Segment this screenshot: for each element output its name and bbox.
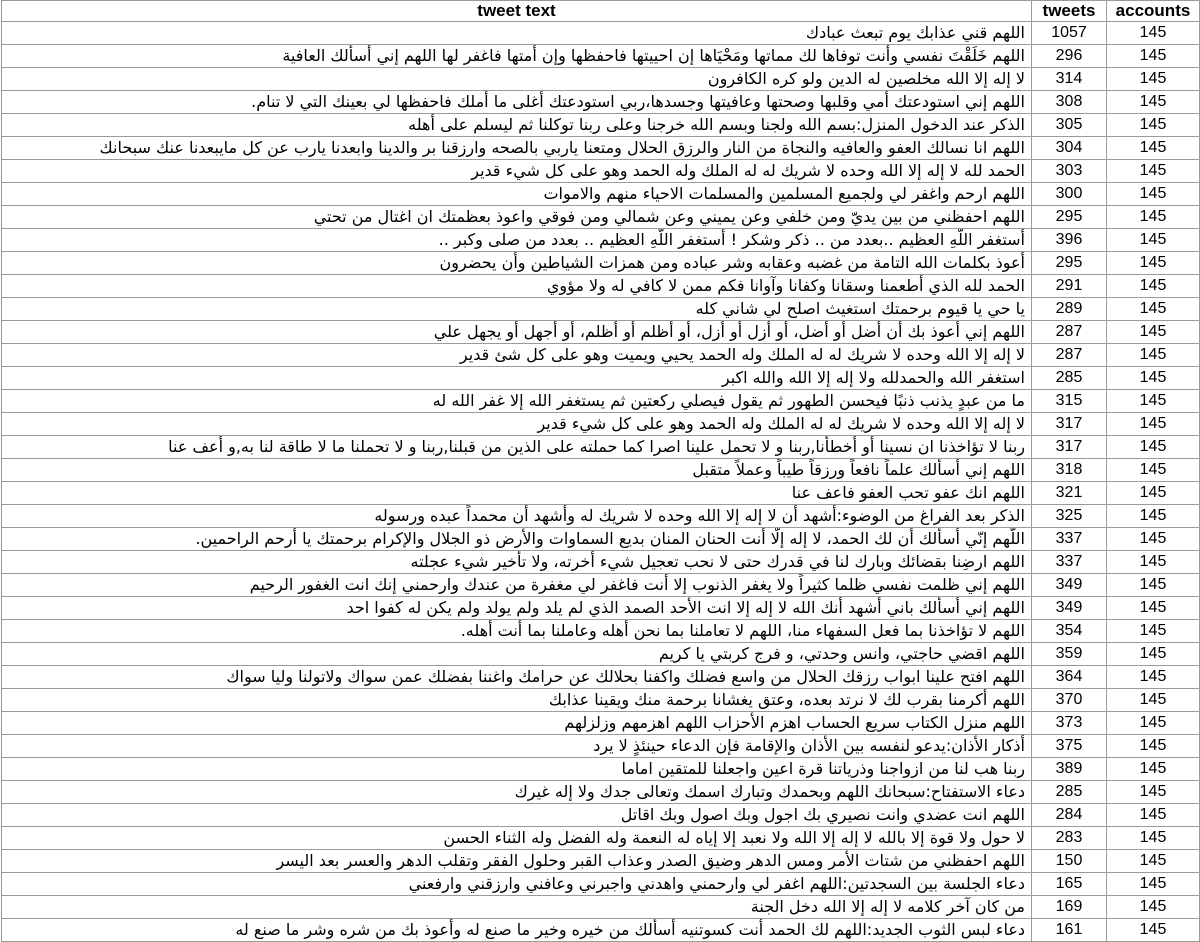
tweets-count-cell: 284 [1032, 804, 1107, 827]
tweet-text-cell: اللهم احفظني من شتات الأمر ومس الدهر وضيق الصدر وعذاب القبر وحلول الفقر وتقلب الدهر والعسر بعد اليسر [2, 850, 1032, 873]
table-row [2, 252, 1200, 275]
accounts-count-cell: 145 [1107, 436, 1200, 459]
accounts-count-cell: 145 [1107, 528, 1200, 551]
tweets-count-cell: 370 [1032, 689, 1107, 712]
table-row [2, 298, 1200, 321]
table-row [2, 804, 1200, 827]
tweet-text-cell: استغفر الله والحمدلله ولا إله إلا الله والله اكبر [2, 367, 1032, 390]
accounts-count-cell: 145 [1107, 275, 1200, 298]
tweet-text-cell: اللهم انك عفو تحب العفو فاعف عنا [2, 482, 1032, 505]
tweets-count-cell: 287 [1032, 344, 1107, 367]
table-row [2, 574, 1200, 597]
tweet-text-cell: أستغفر اللّهِ العظيم ..بعدد من .. ذكر وشكر ! أستغفر اللّهِ العظيم .. بعدد من صلى وكبر .. [2, 229, 1032, 252]
accounts-count-cell: 145 [1107, 505, 1200, 528]
tweet-text-cell: يا حي يا قيوم برحمتك استغيث اصلح لي شاني كله [2, 298, 1032, 321]
accounts-count-cell: 145 [1107, 597, 1200, 620]
table-row [2, 666, 1200, 689]
accounts-count-cell: 145 [1107, 183, 1200, 206]
table-row [2, 206, 1200, 229]
accounts-count-cell: 145 [1107, 574, 1200, 597]
tweet-text-cell: الحمد لله لا إله إلا الله وحده لا شريك له له الملك وله الحمد وهو على كل شيء قدير [2, 160, 1032, 183]
table-row [2, 183, 1200, 206]
accounts-count-cell: 145 [1107, 620, 1200, 643]
accounts-count-cell: 145 [1107, 804, 1200, 827]
accounts-count-cell: 145 [1107, 896, 1200, 919]
tweets-count-cell: 375 [1032, 735, 1107, 758]
accounts-count-cell: 145 [1107, 160, 1200, 183]
table-row [2, 689, 1200, 712]
tweets-count-cell: 300 [1032, 183, 1107, 206]
tweets-count-cell: 317 [1032, 413, 1107, 436]
tweets-count-cell: 359 [1032, 643, 1107, 666]
tweets-count-cell: 303 [1032, 160, 1107, 183]
accounts-count-cell: 145 [1107, 827, 1200, 850]
tweet-text-cell: اللهم ارحم واغفر لي ولجميع المسلمين والمسلمات الاحياء منهم والاموات [2, 183, 1032, 206]
header-row [2, 1, 1200, 22]
tweets-count-cell: 337 [1032, 551, 1107, 574]
table-body [2, 22, 1200, 942]
tweets-count-cell: 305 [1032, 114, 1107, 137]
table-row [2, 781, 1200, 804]
tweets-count-cell: 321 [1032, 482, 1107, 505]
accounts-count-cell: 145 [1107, 45, 1200, 68]
table-row [2, 643, 1200, 666]
tweets-count-cell: 318 [1032, 459, 1107, 482]
tweets-count-cell: 295 [1032, 252, 1107, 275]
accounts-count-cell: 145 [1107, 551, 1200, 574]
tweet-text-cell: ما من عبدٍ يذنب ذنبًا فيحسن الطهور ثم يقول فيصلي ركعتين ثم يستغفر الله إلا غفر الله له [2, 390, 1032, 413]
tweets-count-cell: 349 [1032, 574, 1107, 597]
tweet-text-cell: اللهم إني استودعتك أمي وقلبها وصحتها وعافيتها وجسدها،ربي استودعتك أغلى ما أملك فاحفظها لي بعينك التي لا تنام. [2, 91, 1032, 114]
tweets-count-cell: 287 [1032, 321, 1107, 344]
tweets-count-cell: 285 [1032, 367, 1107, 390]
table-row [2, 137, 1200, 160]
table-row [2, 896, 1200, 919]
table-row [2, 528, 1200, 551]
table-row [2, 390, 1200, 413]
table-row [2, 827, 1200, 850]
tweet-text-cell: دعاء لبس الثوب الجديد:اللهم لك الحمد أنت كسوتنيه أسألك من خيره وخير ما صنع له وأعوذ بك من شره وشر ما صنع له [2, 919, 1032, 942]
accounts-count-cell: 145 [1107, 666, 1200, 689]
tweet-text-cell: أعوذ بكلمات الله التامة من غضبه وعقابه وشر عباده ومن همزات الشياطين وأن يحضرون [2, 252, 1032, 275]
tweet-text-cell: اللهم خَلَقْتَ نفسي وأنت توفاها لك مماتها ومَحْيَاها إن احييتها فاحفظها وإن أمتها فاغفر لها اللهم إني أسألك العافية [2, 45, 1032, 68]
tweet-text-cell: دعاء الاستفتاح:سبحانك اللهم وبحمدك وتبارك اسمك وتعالى جدك ولا إله غيرك [2, 781, 1032, 804]
accounts-count-cell: 145 [1107, 114, 1200, 137]
accounts-count-cell: 145 [1107, 22, 1200, 45]
tweets-count-cell: 169 [1032, 896, 1107, 919]
tweet-text-cell: ربنا لا تؤاخذنا ان نسينا أو أخطأنا,ربنا و لا تحمل علينا اصرا كما حملته على الذين من قبلنا,ربنا و لا تحملنا ما لا طاقة لنا به,و أعف عنا [2, 436, 1032, 459]
table-row [2, 436, 1200, 459]
tweets-count-cell: 165 [1032, 873, 1107, 896]
accounts-count-cell: 145 [1107, 850, 1200, 873]
accounts-count-cell: 145 [1107, 390, 1200, 413]
table-row [2, 413, 1200, 436]
table-row [2, 114, 1200, 137]
table-row [2, 68, 1200, 91]
tweets-count-cell: 389 [1032, 758, 1107, 781]
table-row [2, 367, 1200, 390]
table-row [2, 160, 1200, 183]
table-row [2, 873, 1200, 896]
table-row [2, 850, 1200, 873]
accounts-count-cell: 145 [1107, 298, 1200, 321]
accounts-count-cell: 145 [1107, 344, 1200, 367]
tweet-text-cell: اللهم أكرمنا بقرب لك لا نرتد بعده، وعتق يغشانا برحمة منك ويقينا عذابك [2, 689, 1032, 712]
table-row [2, 459, 1200, 482]
tweets-count-cell: 283 [1032, 827, 1107, 850]
tweet-text-cell: من كان آخر كلامه لا إله إلا الله دخل الجنة [2, 896, 1032, 919]
tweet-text-cell: اللهم انت عضدي وانت نصيري بك اجول وبك اصول وبك اقاتل [2, 804, 1032, 827]
tweet-text-cell: اللهم انا نسالك العفو والعافيه والنجاة من النار والرزق الحلال ومتعنا ياربي بالصحه وارزقنا بر والدينا وابعدنا يارب عن كل مايبعدنا عنك سبحانك [2, 137, 1032, 160]
tweets-count-cell: 354 [1032, 620, 1107, 643]
table-row [2, 321, 1200, 344]
tweets-count-cell: 304 [1032, 137, 1107, 160]
table-row [2, 482, 1200, 505]
accounts-count-cell: 145 [1107, 91, 1200, 114]
tweets-count-cell: 396 [1032, 229, 1107, 252]
tweets-count-cell: 314 [1032, 68, 1107, 91]
accounts-count-cell: 145 [1107, 712, 1200, 735]
table-row [2, 919, 1200, 942]
tweet-text-cell: اللهم إني أعوذ بك أن أضل أو أضل، أو أزل أو أزل، أو أظلم أو أظلم، أو أجهل أو يجهل علي [2, 321, 1032, 344]
tweet-text-cell: أذكار الأذان:يدعو لنفسه بين الأذان والإقامة فإن الدعاء حينئذٍ لا يرد [2, 735, 1032, 758]
tweets-count-cell: 349 [1032, 597, 1107, 620]
accounts-count-cell: 145 [1107, 643, 1200, 666]
accounts-count-cell: 145 [1107, 735, 1200, 758]
tweets-count-cell: 285 [1032, 781, 1107, 804]
tweet-text-cell: اللّهم إنّي أسألك أن لك الحمد، لا إله إلّا أنت الحنان المنان بديع السماوات والأرض ذو الجلال والإكرام برحمتك يا أرحم الراحمين. [2, 528, 1032, 551]
accounts-count-cell: 145 [1107, 252, 1200, 275]
tweet-text-cell: لا حول ولا قوة إلا بالله لا إله إلا الله ولا نعبد إلا إياه له النعمة وله الفضل وله الثناء الحسن [2, 827, 1032, 850]
table-row [2, 344, 1200, 367]
table-row [2, 505, 1200, 528]
table-row [2, 758, 1200, 781]
table-row [2, 551, 1200, 574]
accounts-count-cell: 145 [1107, 873, 1200, 896]
table-row [2, 45, 1200, 68]
header-tweets: tweets [1032, 1, 1107, 22]
tweet-text-cell: الذكر بعد الفراغ من الوضوء:أشهد أن لا إله إلا الله وحده لا شريك له وأشهد أن محمداً عبده ورسوله [2, 505, 1032, 528]
accounts-count-cell: 145 [1107, 206, 1200, 229]
tweet-table [1, 0, 1200, 942]
tweets-count-cell: 295 [1032, 206, 1107, 229]
accounts-count-cell: 145 [1107, 137, 1200, 160]
tweets-count-cell: 337 [1032, 528, 1107, 551]
table-row [2, 22, 1200, 45]
accounts-count-cell: 145 [1107, 229, 1200, 252]
tweet-text-cell: لا إله إلا الله وحده لا شريك له له الملك وله الحمد وهو على كل شيء قدير [2, 413, 1032, 436]
table-row [2, 229, 1200, 252]
accounts-count-cell: 145 [1107, 413, 1200, 436]
tweets-count-cell: 317 [1032, 436, 1107, 459]
tweet-text-cell: اللهم قني عذابك يوم تبعث عبادك [2, 22, 1032, 45]
tweets-count-cell: 325 [1032, 505, 1107, 528]
accounts-count-cell: 145 [1107, 758, 1200, 781]
tweets-count-cell: 296 [1032, 45, 1107, 68]
table-row [2, 735, 1200, 758]
table-row [2, 275, 1200, 298]
tweet-text-cell: الحمد لله الذي أطعمنا وسقانا وكفانا وآوانا فكم ممن لا كافي له ولا مؤوي [2, 275, 1032, 298]
tweets-count-cell: 308 [1032, 91, 1107, 114]
tweet-text-cell: اللهم احفظني من بين يديّ ومن خلفي وعن يميني وعن شمالي ومن فوقي واعوذ بعظمتك ان اغتال من تحتي [2, 206, 1032, 229]
tweet-text-cell: اللهم لا تؤاخذنا بما فعل السفهاء منا، اللهم لا تعاملنا بما نحن أهله وعاملنا بما أنت أهله. [2, 620, 1032, 643]
tweets-count-cell: 150 [1032, 850, 1107, 873]
tweet-text-cell: اللهم إني أسألك باني أشهد أنك الله لا إله إلا انت الأحد الصمد الذي لم يلد ولم يولد ولم يكن له كفوا احد [2, 597, 1032, 620]
accounts-count-cell: 145 [1107, 459, 1200, 482]
accounts-count-cell: 145 [1107, 482, 1200, 505]
accounts-count-cell: 145 [1107, 781, 1200, 804]
tweet-text-cell: الذكر عند الدخول المنزل:بسم الله ولجنا وبسم الله خرجنا وعلى ربنا توكلنا ثم ليسلم على أهله [2, 114, 1032, 137]
tweets-count-cell: 161 [1032, 919, 1107, 942]
tweets-count-cell: 289 [1032, 298, 1107, 321]
tweet-text-cell: اللهم افتح علينا ابواب رزقك الحلال من واسع فضلك واكفنا بحلالك عن حرامك واغننا بفضلك عمن سواك ولاتولنا وليا سواك [2, 666, 1032, 689]
tweets-count-cell: 315 [1032, 390, 1107, 413]
tweet-text-cell: اللهم ارضِنا بقضائك وبارك لنا في قدرك حتى لا نحب تعجيل شيء أخرته، ولا تأخير شيء عجلته [2, 551, 1032, 574]
tweets-count-cell: 373 [1032, 712, 1107, 735]
table-row [2, 620, 1200, 643]
accounts-count-cell: 145 [1107, 321, 1200, 344]
table-row [2, 712, 1200, 735]
accounts-count-cell: 145 [1107, 689, 1200, 712]
accounts-count-cell: 145 [1107, 68, 1200, 91]
tweets-count-cell: 1057 [1032, 22, 1107, 45]
tweets-count-cell: 364 [1032, 666, 1107, 689]
tweet-text-cell: ربنا هب لنا من ازواجنا وذرياتنا قرة اعين واجعلنا للمتقين اماما [2, 758, 1032, 781]
tweets-count-cell: 291 [1032, 275, 1107, 298]
tweet-text-cell: دعاء الجلسة بين السجدتين:اللهم اغفر لي وارحمني واهدني واجبرني وعافني وارزقني وارفعني [2, 873, 1032, 896]
header-tweet-text: tweet text [2, 1, 1032, 22]
table-row [2, 597, 1200, 620]
tweet-text-cell: اللهم اقضي حاجتي، وانس وحدتي، و فرج كربتي يا كريم [2, 643, 1032, 666]
accounts-count-cell: 145 [1107, 367, 1200, 390]
tweet-text-cell: اللهم إني أسألك علماً نافعاً ورزقاً طيباً وعملاً متقبل [2, 459, 1032, 482]
tweet-text-cell: اللهم إني ظلمت نفسي ظلما كثيراً ولا يغفر الذنوب إلا أنت فاغفر لي مغفرة من عندك وارحمني إنك انت الغفور الرحيم [2, 574, 1032, 597]
table-row [2, 91, 1200, 114]
tweet-text-cell: اللهم منزل الكتاب سريع الحساب اهزم الأحزاب اللهم اهزمهم وزلزلهم [2, 712, 1032, 735]
tweet-text-cell: لا إله إلا الله وحده لا شريك له له الملك وله الحمد يحيي ويميت وهو على كل شئ قدير [2, 344, 1032, 367]
accounts-count-cell: 145 [1107, 919, 1200, 942]
header-accounts: accounts [1107, 1, 1200, 22]
tweet-text-cell: لا إله إلا الله مخلصين له الدين ولو كره الكافرون [2, 68, 1032, 91]
